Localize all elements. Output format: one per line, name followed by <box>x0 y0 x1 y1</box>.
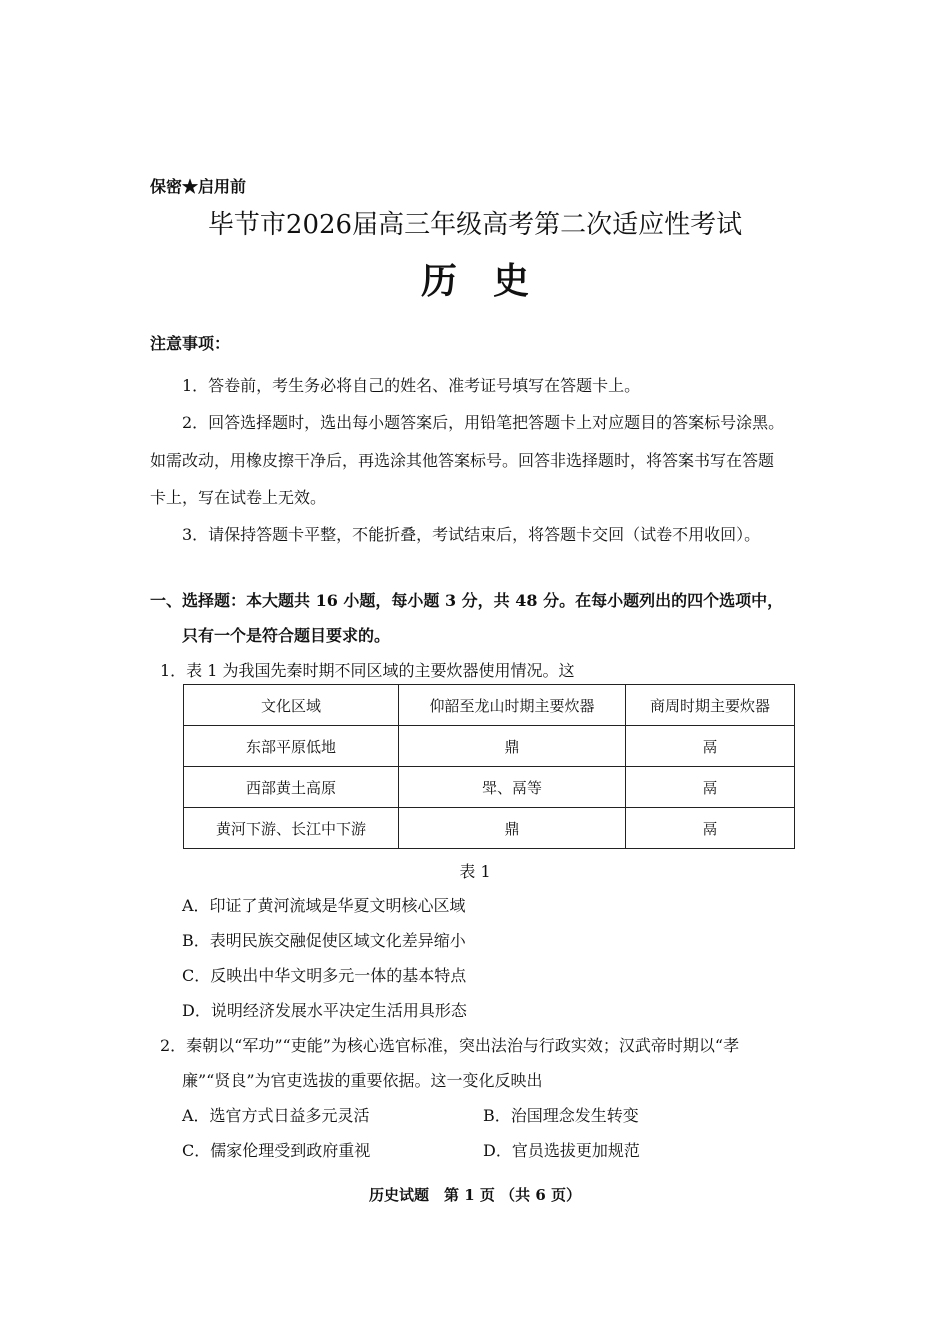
table-header-row <box>184 685 795 726</box>
question-2-stem-line-2: 廉”“贤良”为官吏选拔的重要依据。这一变化反映出 <box>182 1071 543 1090</box>
table-caption: 表 1 <box>459 862 491 881</box>
table-cell: 鬲 <box>626 808 795 849</box>
question-1-option-b: B．表明民族交融促使区域文化差异缩小 <box>182 931 466 950</box>
secret-label: 保密★启用前 <box>150 177 247 196</box>
table-cell: 东部平原低地 <box>184 726 399 767</box>
exam-title: 毕节市2026届高三年级高考第二次适应性考试 <box>207 210 743 240</box>
question-2-option-c: C．儒家伦理受到政府重视 <box>182 1141 371 1160</box>
note-item-2-line-3: 卡上，写在试卷上无效。 <box>150 488 327 507</box>
table-header-cell: 仰韶至龙山时期主要炊器 <box>399 685 626 726</box>
table-row <box>184 767 795 808</box>
note-item-2-line-1: 2．回答选择题时，选出每小题答案后，用铅笔把答题卡上对应题目的答案标号涂黑。 <box>182 413 785 432</box>
table-cell: 鬲 <box>626 726 795 767</box>
question-1-option-c: C．反映出中华文明多元一体的基本特点 <box>182 966 467 985</box>
table-row <box>184 808 795 849</box>
question-2-option-a: A．选官方式日益多元灵活 <box>182 1106 370 1125</box>
table-cell: 黄河下游、长江中下游 <box>184 808 399 849</box>
question-2-option-b: B．治国理念发生转变 <box>483 1106 639 1125</box>
table-cell: 鬲 <box>626 767 795 808</box>
table-header-cell: 商周时期主要炊器 <box>626 685 795 726</box>
table-row <box>184 726 795 767</box>
note-item-3: 3．请保持答题卡平整，不能折叠，考试结束后，将答题卡交回（试卷不用收回）。 <box>182 525 761 544</box>
page-footer: 历史试题 第 1 页 （共 6 页） <box>369 1186 581 1204</box>
table-cell: 鼎 <box>399 726 626 767</box>
section-heading-line-2: 只有一个是符合题目要求的。 <box>182 626 391 645</box>
table-cell: 西部黄土高原 <box>184 767 399 808</box>
table-header-cell: 文化区域 <box>184 685 399 726</box>
note-item-2-line-2: 如需改动，用橡皮擦干净后，再选涂其他答案标号。回答非选择题时，将答案书写在答题 <box>150 451 775 470</box>
table-cell: 鼎 <box>399 808 626 849</box>
note-item-1: 1．答卷前，考生务必将自己的姓名、准考证号填写在答题卡上。 <box>182 376 641 395</box>
question-2-option-d: D．官员选拔更加规范 <box>483 1141 640 1160</box>
subject-title: 历史 <box>420 260 565 302</box>
question-1-stem: 1．表 1 为我国先秦时期不同区域的主要炊器使用情况。这 <box>160 661 575 680</box>
table-cell: 斝、鬲等 <box>399 767 626 808</box>
question-1-option-a: A．印证了黄河流域是华夏文明核心区域 <box>182 896 466 915</box>
notes-heading: 注意事项： <box>150 334 231 353</box>
table-1 <box>183 684 795 849</box>
section-heading-line-1: 一、选择题：本大题共 16 小题，每小题 3 分，共 48 分。在每小题列出的四个选项中， <box>150 591 784 610</box>
question-2-stem-line-1: 2．秦朝以“军功”“吏能”为核心选官标准，突出法治与行政实效；汉武帝时期以“孝 <box>160 1036 740 1055</box>
question-1-option-d: D．说明经济发展水平决定生活用具形态 <box>182 1001 467 1020</box>
